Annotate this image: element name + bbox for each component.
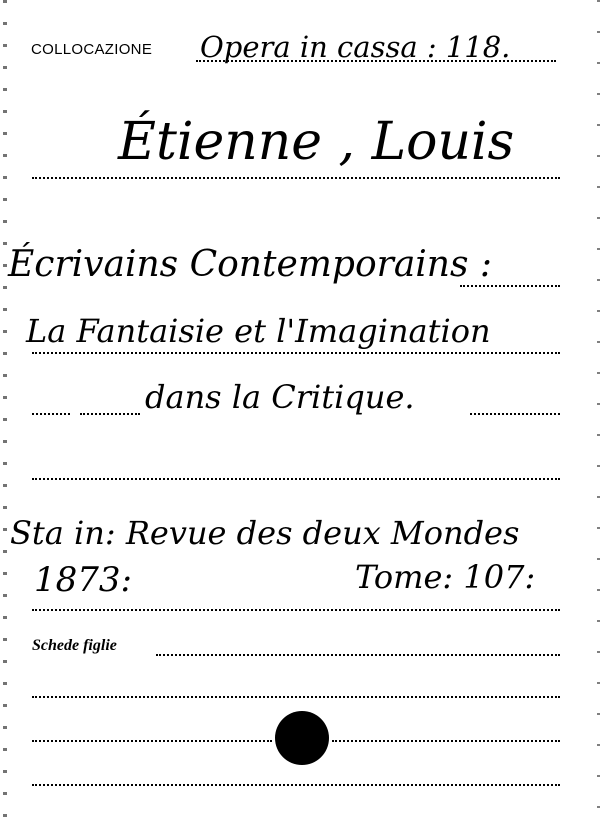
source-line: Sta in: Revue des deux Mondes xyxy=(10,514,520,552)
author-dotted-line xyxy=(32,177,560,179)
blank-dotted-line-4 xyxy=(32,784,560,786)
title-line1-dotted xyxy=(460,285,560,287)
volume-value: Tome: 107: xyxy=(355,558,536,596)
year-dotted-line xyxy=(32,609,560,611)
blank-dotted-line-3a xyxy=(32,740,272,742)
title-line3-dotted-right xyxy=(470,413,560,415)
title-line2: La Fantaisie et l'Imagination xyxy=(26,312,491,350)
collocazione-value: Opera in cassa : 118. xyxy=(200,30,511,64)
title-line3: dans la Critique. xyxy=(145,378,415,416)
year-value: 1873: xyxy=(34,560,132,600)
title-line2-dotted xyxy=(32,352,560,354)
title-line3-dotted-mid xyxy=(80,413,140,415)
card-right-edge xyxy=(597,0,600,829)
author-name: Étienne , Louis xyxy=(118,112,515,172)
card-left-edge xyxy=(3,0,7,829)
collocazione-label: COLLOCAZIONE xyxy=(31,41,153,58)
blank-dotted-line-3b xyxy=(332,740,560,742)
schede-dotted-line xyxy=(156,654,560,656)
title-line3-dotted-left xyxy=(32,413,70,415)
blank-dotted-line-2 xyxy=(32,696,560,698)
blank-dotted-line xyxy=(32,478,560,480)
punch-hole xyxy=(275,711,329,765)
schede-figlie-label: Schede figlie xyxy=(32,637,117,654)
title-line1: Écrivains Contemporains : xyxy=(8,244,493,285)
